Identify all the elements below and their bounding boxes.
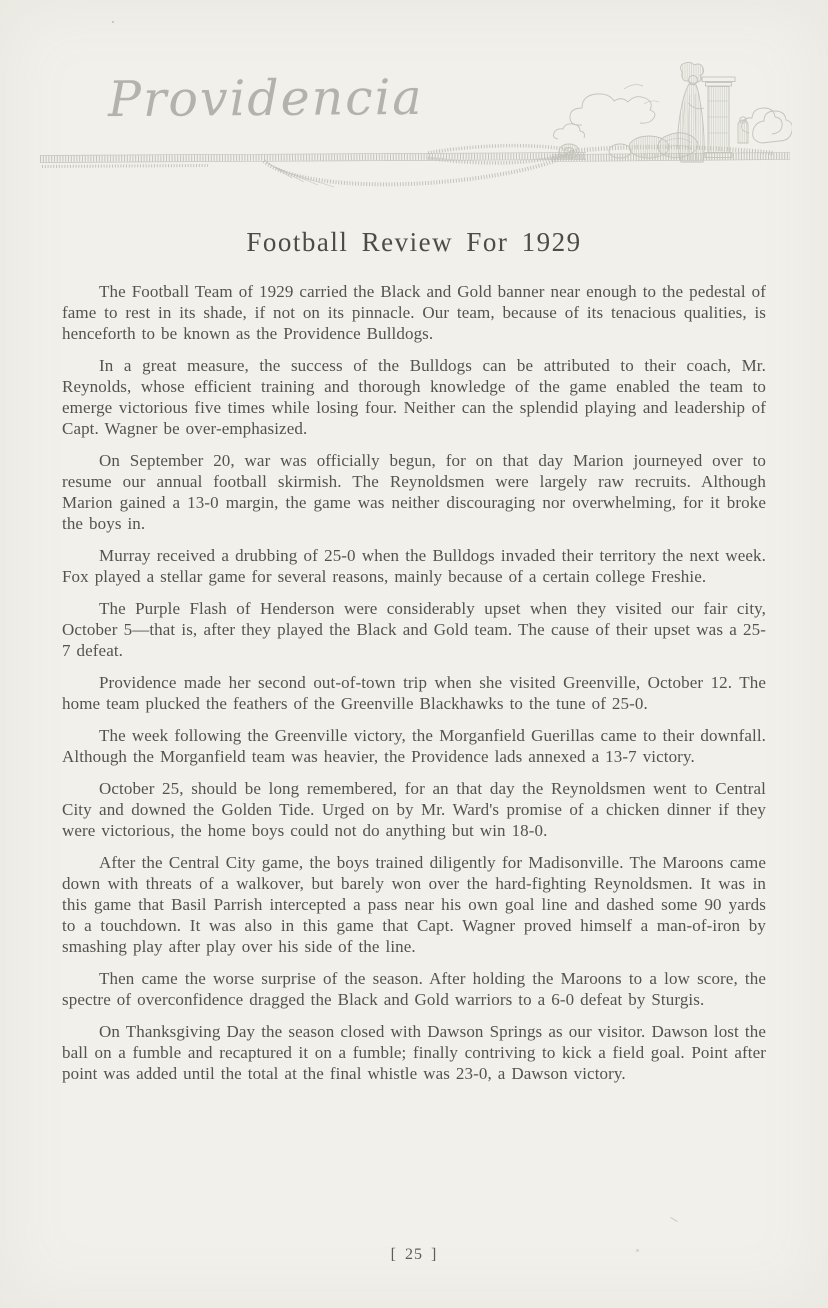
article-paragraph: Providence made her second out-of-town trip when she visited Greenville, October 12. The home team plucked the feathers of the Greenville Blackhawks to the tune of 25-0.	[62, 673, 766, 713]
column-capital-icon	[706, 83, 732, 87]
providencia-wordmark: Providencia	[107, 68, 424, 129]
article-paragraph: The week following the Greenville victory, the Morganfield Guerillas came to their downfall. Although the Morganfield team was heavier, the Providence lads annexed a 13-7 victory.	[62, 726, 766, 766]
article-paragraph: On September 20, war was officially begun, for on that day Marion journeyed over to resume our annual football skirmish. The Reynoldsmen were largely raw recruits. Although Marion gained a 13-0 margin, the game was neither discouraging nor overwhelming, for it broke the boys in.	[62, 451, 766, 533]
sky-stroke-icon	[644, 101, 659, 104]
figure-hair-icon	[681, 62, 704, 83]
page-number: [ 25 ]	[390, 1246, 438, 1263]
cloud-small-icon	[554, 124, 585, 139]
article-paragraph: After the Central City game, the boys trained diligently for Madisonville. The Maroons came down with threats of a walkover, but barely won over the hard-fighting Reynoldsmen. It was in this game that Basil Parrish intercepted a pass near his own goal line and dashed some 90 yards to a touchdown. It was also in this game that Capt. Wagner proved himself a man-of-iron by smashing play after play over his side of the line.	[62, 853, 766, 956]
article-title: Football Review For 1929	[246, 227, 582, 257]
sky-stroke-icon	[624, 85, 643, 89]
scan-speck	[112, 21, 114, 23]
column-capital-icon	[702, 77, 735, 82]
hatched-ribbon-rule-icon	[28, 138, 798, 200]
article-paragraph: On Thanksgiving Day the season closed with Dawson Springs as our visitor. Dawson lost the ball on a fumble and recaptured it on a fumble; finally contriving to kick a field goal. Point after point was added until the total at the final whistle was 23-0, a Dawson victory.	[62, 1022, 766, 1083]
article-paragraph: October 25, should be long remembered, for an that day the Reynoldsmen went to Central City and downed the Golden Tide. Urged on by Mr. Ward's promise of a chicken dinner if they were victorious, the home boys could not do anything but win 18-0.	[62, 779, 766, 840]
article-paragraph: The Purple Flash of Henderson were considerably upset when they visited our fair city, October 5—that is, after they played the Black and Gold team. The cause of their upset was a 25-7 defeat.	[62, 599, 766, 660]
cloud-left-icon	[570, 94, 655, 125]
article-paragraph: Then came the worse surprise of the season. After holding the Maroons to a low score, the spectre of overconfidence dragged the Black and Gold warriors to a 6-0 defeat by Sturgis.	[62, 969, 766, 1009]
article-paragraph: The Football Team of 1929 carried the Black and Gold banner near enough to the pedestal of fame to rest in its shade, if not on its pinnacle. Our team, because of its tenacious qualities, is henceforth to be known as the Providence Bulldogs.	[62, 282, 766, 343]
scan-speck	[636, 1249, 639, 1252]
scan-scratch	[670, 1217, 677, 1222]
article-paragraph: In a great measure, the success of the Bulldogs can be attributed to their coach, Mr. Reynolds, whose efficient training and thorough knowledge of the game enabled the team to emerge victorious five times while losing four. Neither can the splendid playing and leadership of Capt. Wagner be over-emphasized.	[62, 356, 766, 438]
article-body	[62, 281, 766, 1095]
article-paragraph: Murray received a drubbing of 25-0 when the Bulldogs invaded their territory the next week. Fox played a stellar game for several reasons, mainly because of a certain college Freshie.	[62, 546, 766, 586]
